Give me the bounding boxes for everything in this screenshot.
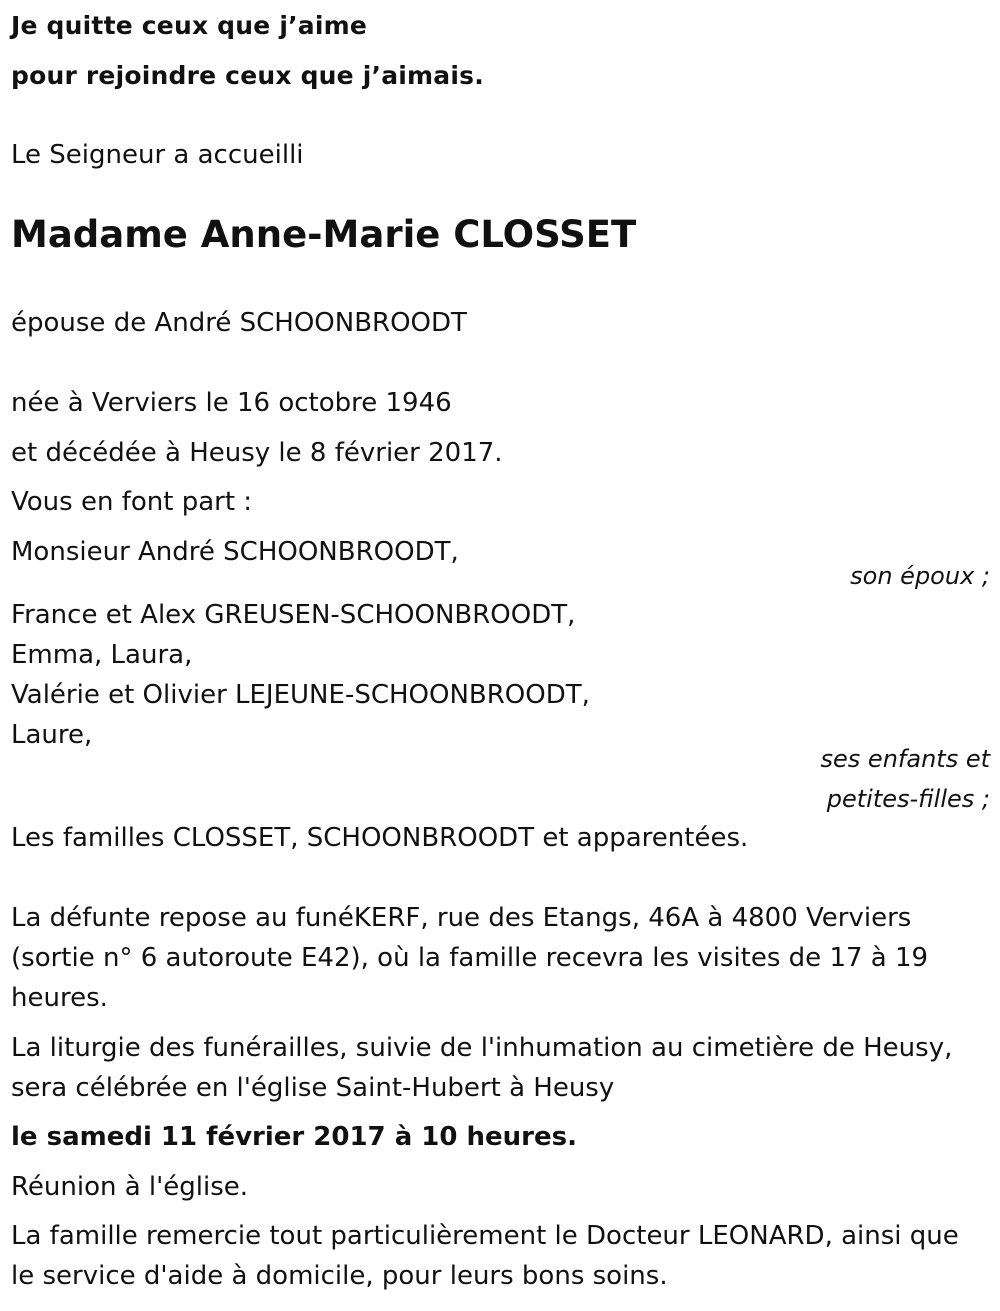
children-role-line-2: petites-filles ;	[826, 785, 990, 813]
announce-line: Vous en font part :	[11, 487, 253, 517]
husband-name: Monsieur André SCHOONBROODT,	[11, 537, 459, 567]
death-line: et décédée à Heusy le 8 février 2017.	[11, 438, 503, 468]
husband-role: son époux ;	[850, 562, 990, 590]
spouse-line: épouse de André SCHOONBROODT	[11, 308, 467, 338]
intro-text: Le Seigneur a accueilli	[11, 140, 304, 170]
birth-line: née à Verviers le 16 octobre 1946	[11, 388, 452, 418]
meeting-line: Réunion à l'église.	[11, 1172, 249, 1202]
thanks-paragraph: La famille remercie tout particulièrement le Docteur LEONARD, ainsi que le service d'aide à domicile, pour leurs bons soins.	[11, 1221, 959, 1291]
liturgy-paragraph: La liturgie des funérailles, suivie de l'inhumation au cimetière de Heusy, sera célébrée en l'église Saint-Hubert à Heusy	[11, 1033, 953, 1103]
quote-line-1: Je quitte ceux que j’aime	[11, 11, 368, 40]
deceased-name: Madame Anne-Marie CLOSSET	[11, 213, 637, 256]
child-line: Emma, Laura,	[11, 640, 193, 670]
child-line: Laure,	[11, 720, 93, 750]
child-line: Valérie et Olivier LEJEUNE-SCHOONBROODT,	[11, 680, 590, 710]
children-role-line-1: ses enfants et	[820, 745, 990, 773]
repose-paragraph: La défunte repose au funéKERF, rue des Etangs, 46A à 4800 Verviers (sortie n° 6 autoroute E42), où la famille recevra les visites de 17 à 19 heures.	[11, 903, 929, 1013]
quote-line-2: pour rejoindre ceux que j’aimais.	[11, 61, 484, 90]
families-line: Les familles CLOSSET, SCHOONBROODT et apparentées.	[11, 823, 749, 853]
child-line: France et Alex GREUSEN-SCHOONBROODT,	[11, 600, 576, 630]
ceremony-date: le samedi 11 février 2017 à 10 heures.	[11, 1122, 577, 1152]
